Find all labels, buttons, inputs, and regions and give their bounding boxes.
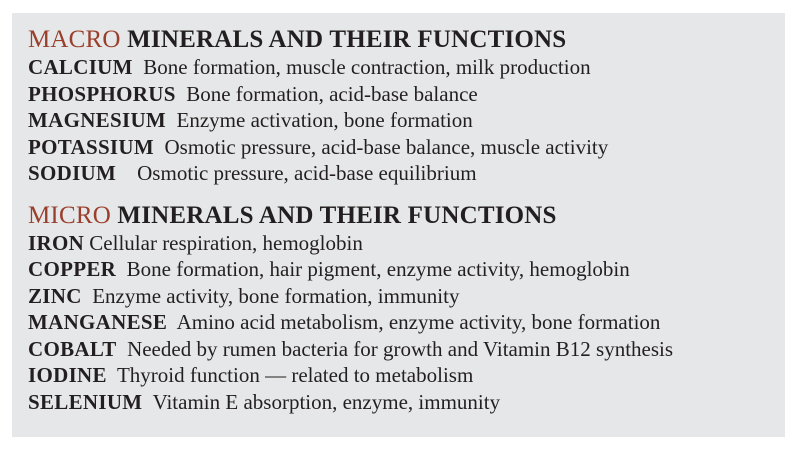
mineral-name: PHOSPHORUS — [28, 81, 176, 106]
section-spacer — [28, 187, 785, 201]
mineral-function: Cellular respiration, hemoglobin — [89, 230, 363, 255]
macro-mineral-row — [28, 81, 785, 108]
mineral-name: COPPER — [28, 257, 117, 281]
mineral-name: ZINC — [28, 283, 82, 308]
mineral-function: Bone formation, muscle contraction, milk production — [143, 55, 591, 79]
mineral-function: Bone formation, hair pigment, enzyme activity, hemoglobin — [126, 257, 630, 281]
mineral-name: MANGANESE — [28, 310, 168, 334]
mineral-function: Enzyme activation, bone formation — [176, 108, 473, 132]
mineral-name: IRON — [28, 230, 85, 255]
mineral-name: SODIUM — [28, 161, 117, 185]
micro-mineral-row — [28, 256, 785, 283]
micro-heading-rest: MINERALS AND THEIR FUNCTIONS — [117, 201, 557, 229]
micro-mineral-row — [28, 389, 785, 416]
micro-mineral-row — [28, 230, 785, 257]
macro-mineral-row — [28, 160, 785, 187]
mineral-function: Needed by rumen bacteria for growth and Vitamin B12 synthesis — [127, 336, 674, 361]
macro-mineral-row — [28, 54, 785, 81]
mineral-name: POTASSIUM — [28, 134, 154, 159]
mineral-function: Thyroid function — related to metabolism — [116, 363, 474, 387]
mineral-function: Osmotic pressure, acid-base balance, muscle activity — [164, 134, 609, 159]
micro-heading — [28, 201, 785, 230]
mineral-name: CALCIUM — [28, 55, 133, 79]
macro-heading-rest: MINERALS AND THEIR FUNCTIONS — [127, 26, 567, 53]
micro-mineral-row — [28, 309, 785, 336]
mineral-function: Bone formation, acid-base balance — [186, 81, 478, 106]
micro-mineral-row — [28, 362, 785, 389]
mineral-function: Osmotic pressure, acid-base equilibrium — [137, 161, 477, 185]
micro-accent-word: MICRO — [28, 201, 111, 229]
macro-mineral-row — [28, 134, 785, 161]
micro-mineral-row — [28, 283, 785, 310]
macro-heading — [28, 25, 785, 54]
mineral-function: Vitamin E absorption, enzyme, immunity — [152, 389, 501, 414]
mineral-function: Enzyme activity, bone formation, immunity — [92, 283, 460, 308]
macro-mineral-row — [28, 107, 785, 134]
mineral-name: SELENIUM — [28, 389, 143, 414]
mineral-name: IODINE — [28, 363, 107, 387]
mineral-name: MAGNESIUM — [28, 108, 167, 132]
mineral-function: Amino acid metabolism, enzyme activity, bone formation — [176, 310, 661, 334]
minerals-panel — [12, 13, 785, 437]
macro-accent-word: MACRO — [28, 26, 121, 53]
mineral-name: COBALT — [28, 336, 117, 361]
micro-mineral-row — [28, 336, 785, 363]
